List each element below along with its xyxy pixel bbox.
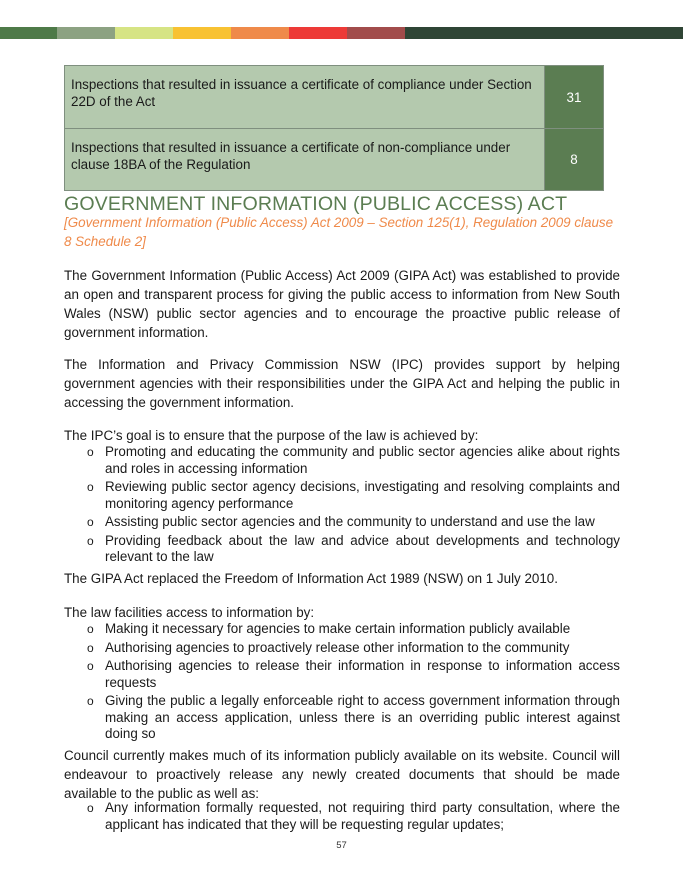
list-item xyxy=(64,658,620,691)
band-segment xyxy=(231,27,289,39)
paragraph-council-release: Council currently makes much of its information publicly available on its website. Council will endeavour to proactively release any newly created documents that should be made available to the public as well as: xyxy=(64,748,620,801)
list-item-text: Authorising agencies to release their information in response to information access requests xyxy=(105,658,620,690)
band-segment xyxy=(0,27,57,39)
access-list xyxy=(64,621,620,745)
section-reference: [Government Information (Public Access) Act 2009 – Section 125(1), Regulation 2009 clause 8 Schedule 2] xyxy=(64,215,614,249)
list-item xyxy=(64,640,620,657)
table-cell-label: Inspections that resulted in issuance a certificate of non-compliance under clause 18BA of the Regulation xyxy=(65,129,545,191)
table-row xyxy=(65,66,604,129)
section-title: GOVERNMENT INFORMATION (PUBLIC ACCESS) ACT xyxy=(64,193,568,215)
band-segment xyxy=(405,27,683,39)
paragraph-ipc-support: The Information and Privacy Commission NSW (IPC) provides support by helping government agencies with their responsibilities under the GIPA Act and helping the public in accessing the government information. xyxy=(64,357,620,410)
bullet-marker: o xyxy=(87,801,94,815)
list-item xyxy=(64,444,620,477)
bullet-marker: o xyxy=(87,640,94,655)
list-item xyxy=(64,621,620,638)
list-item-text: Authorising agencies to proactively release other information to the community xyxy=(105,639,570,655)
table-cell-value: 31 xyxy=(545,66,604,129)
bullet-marker: o xyxy=(87,515,94,529)
list-item-text: Any information formally requested, not requiring third party consultation, where the applicant has indicated that they will be requesting regular updates; xyxy=(105,800,620,832)
band-segment xyxy=(347,27,405,39)
inspection-stats-table xyxy=(64,65,604,191)
list-item-text: Giving the public a legally enforceable right to access government information through making an access application, unless there is an overriding public interest against doing so xyxy=(105,693,620,741)
band-segment xyxy=(57,27,115,39)
bullet-marker: o xyxy=(87,533,94,548)
paragraph-access-intro: The law facilities access to information by: xyxy=(64,605,315,620)
list-item xyxy=(64,800,620,833)
list-item xyxy=(64,693,620,743)
bullet-marker: o xyxy=(87,659,94,673)
bullet-marker: o xyxy=(87,622,94,636)
list-item-text: Reviewing public sector agency decisions, investigating and resolving complaints and monitoring agency performance xyxy=(105,479,620,511)
paragraph-foi-replaced: The GIPA Act replaced the Freedom of Information Act 1989 (NSW) on 1 July 2010. xyxy=(64,571,558,586)
list-item-text: Assisting public sector agencies and the community to understand and use the law xyxy=(105,514,595,529)
table-cell-value: 8 xyxy=(545,129,604,191)
paragraph-gipa-intro: The Government Information (Public Access) Act 2009 (GIPA Act) was established to provide an open and transparent process for giving the public access to information from New South Wales (NSW) public sector agencies and to encourage the proactive public release of government information. xyxy=(64,268,620,340)
table-cell-label: Inspections that resulted in issuance a certificate of compliance under Section 22D of the Act xyxy=(65,66,545,129)
bullet-marker: o xyxy=(87,445,94,459)
bullet-marker: o xyxy=(87,694,94,708)
list-item-text: Making it necessary for agencies to make certain information publicly available xyxy=(105,621,571,636)
page-number: 57 xyxy=(336,840,347,851)
header-color-band xyxy=(0,27,683,39)
list-item xyxy=(64,533,620,566)
list-item-text: Providing feedback about the law and advice about developments and technology relevant to the law xyxy=(105,532,620,564)
list-item-text: Promoting and educating the community and public sector agencies alike about rights and roles in accessing information xyxy=(105,444,620,476)
band-segment xyxy=(115,27,173,39)
band-segment xyxy=(289,27,347,39)
goals-list xyxy=(64,444,620,568)
bullet-marker: o xyxy=(87,480,94,494)
list-item xyxy=(64,479,620,512)
band-segment xyxy=(173,27,231,39)
table-row xyxy=(65,129,604,191)
release-list xyxy=(64,800,620,835)
list-item xyxy=(64,514,620,531)
paragraph-ipc-goal: The IPC’s goal is to ensure that the purpose of the law is achieved by: xyxy=(64,428,479,443)
